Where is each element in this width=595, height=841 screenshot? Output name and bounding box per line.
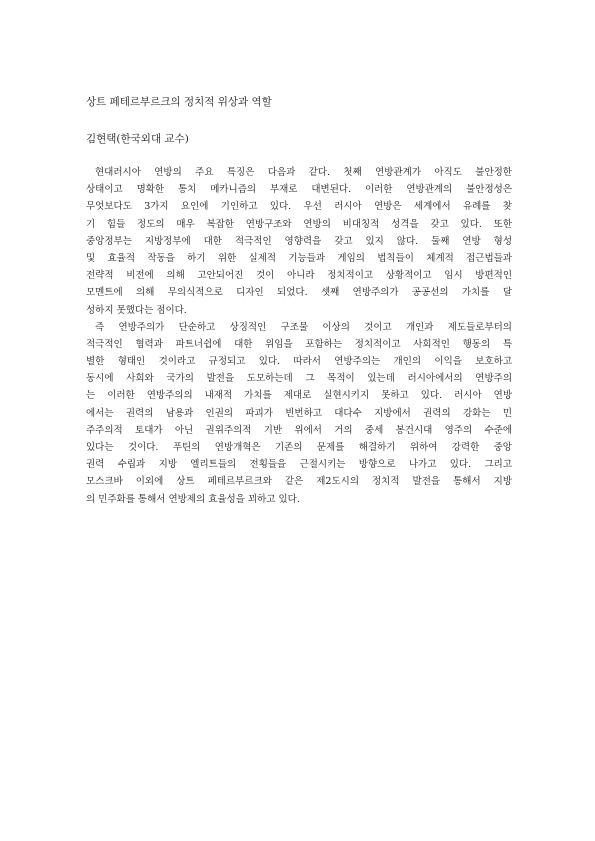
body-line: 별한 형태인 것이라고 규정되고 있다. 따라서 연방주의는 개인의 이익을 보호하고	[86, 356, 512, 368]
document-author: 김현택(한국외대 교수)	[86, 133, 189, 145]
document-title: 상트 페테르부르크의 정치적 위상과 역할	[86, 96, 272, 108]
body-line: 및 효율적 작동을 하기 위한 실제적 기능들과 게임의 법칙들이 체계적 접근법들과	[86, 252, 512, 264]
body-line: 동시에 사회와 국가의 발전을 도모하는데 그 목적이 있는데 러시아에서의 연방주의	[86, 373, 512, 385]
body-line: 주주의적 토대가 아닌 권위주의적 기반 위에서 거의 중세 봉건시대 영주의 수준에	[86, 424, 512, 436]
body-line: 성하지 못했다는 점이다.	[86, 304, 187, 316]
body-line: 상태이고 명확한 통치 메카니즘의 부재로 대변된다. 이러한 연방관계의 불안정성은	[86, 184, 512, 196]
body-line: 무엇보다도 3가지 요인에 기인하고 있다. 우선 러시아 연방은 세계에서 유례를 찾	[86, 201, 512, 213]
body-line: 기 힘들 정도의 매우 복잡한 연방구조와 연방의 비대칭적 성격을 갖고 있다. 또한	[86, 218, 512, 230]
body-line: 모멘트에 의해 무의식적으로 디자인 되었다. 셋째 연방주의가 공공선의 가치를 달	[86, 287, 512, 299]
body-line: 적극적인 협력과 파트너쉽에 대한 위임을 포함하는 정치적이고 사회적인 행동의 특	[86, 338, 512, 350]
body-line: 즉 연방주의가 단순하고 상징적인 구조물 이상의 것이고 개인과 제도들로부터의	[95, 321, 512, 333]
body-text	[86, 164, 512, 508]
body-line: 에서는 권력의 남용과 인권의 파괴가 빈번하고 대다수 지방에서 권력의 강화는 민	[86, 407, 512, 419]
body-line: 중앙정부는 지방정부에 대한 적극적인 영향력을 갖고 있지 않다. 둘째 연방 형성	[86, 235, 512, 247]
body-line: 있다는 것이다. 푸틴의 연방개혁은 기존의 문제를 해결하기 위하여 강력한 중앙	[86, 442, 512, 453]
body-line: 모스크바 이외에 상트 페테르부르크와 같은 제2도시의 정치적 발전을 통해서 지방	[86, 476, 512, 488]
body-line: 전략적 비전에 의해 고안되어진 것이 아니라 정치적이고 상황적이고 임시 방편적인	[86, 270, 512, 282]
body-line: 현대러시아 연방의 주요 특징은 다음과 같다. 첫째 연방관계가 아직도 불안정한	[95, 167, 512, 178]
body-line: 권력 수립과 지방 엘리트들의 전횡들을 근절시키는 방향으로 나가고 있다. 그리고	[86, 459, 512, 471]
body-line: 는 이러한 연방주의의 내재적 가치를 제대로 실현시키지 못하고 있다. 러시아 연방	[86, 390, 512, 402]
body-line: 의 민주화를 통해서 연방제의 효율성을 꾀하고 있다.	[86, 493, 300, 505]
